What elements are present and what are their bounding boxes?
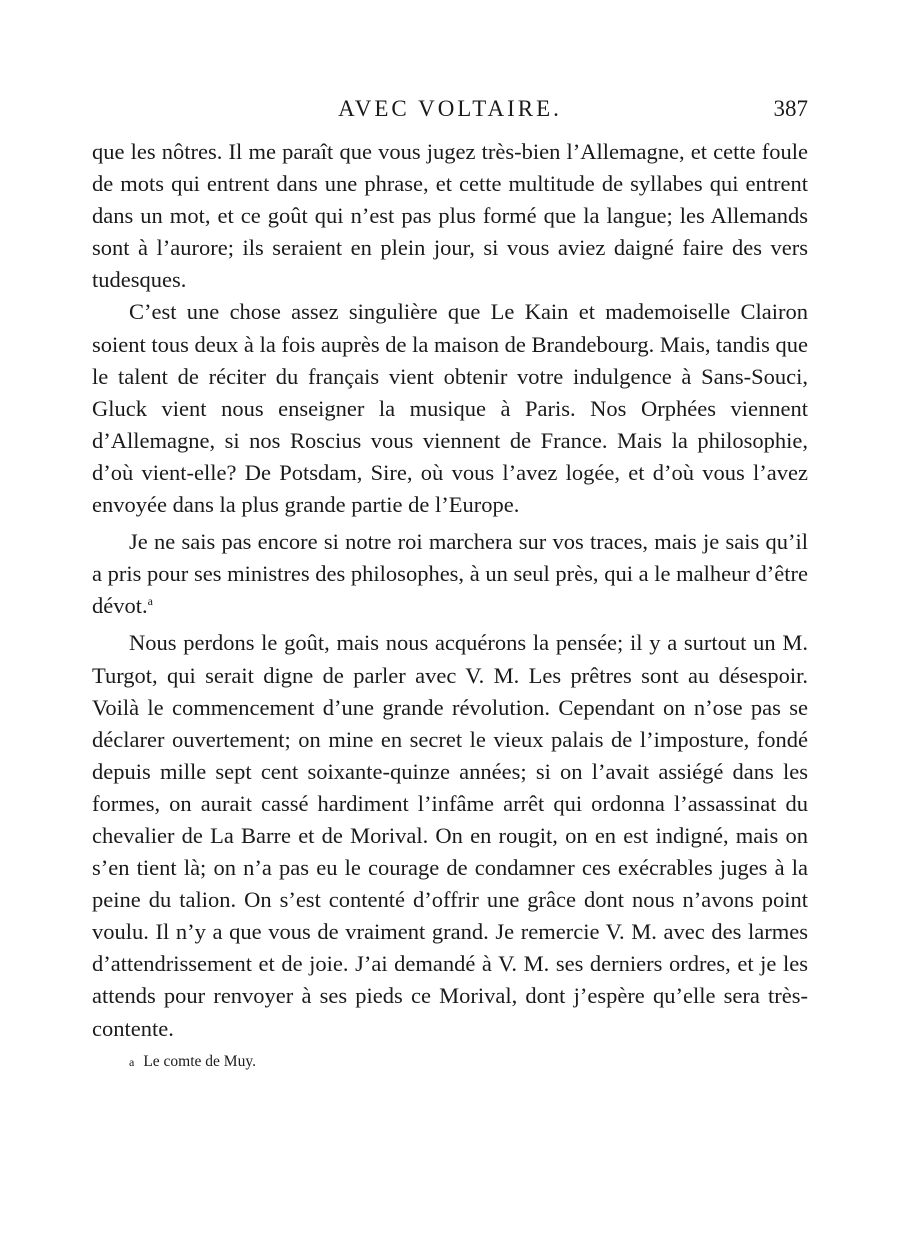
paragraph-continued: que les nôtres. Il me paraît que vous jugez très-bien l’Allemagne, et cette foule de mots qui entrent dans une phrase, et cette multitude de syllabes qui entrent dans un mot, et ce goût qui n’est pas plus formé que la langue; les Allemands sont à l’aurore; ils seraient en plein jour, si vous aviez daigné faire des vers tudesques. [92,139,808,293]
footnote [92,1051,808,1073]
paragraph: Nous perdons le goût, mais nous acquérons la pensée; il y a surtout un M. Turgot, qui serait digne de parler avec V. M. Les prêtres sont au désespoir. Voilà le commencement d’une grande révolution. Cependant on n’ose pas se déclarer ouvertement; on mine en secret le vieux palais de l’imposture, fondé depuis mille sept cent soixante-quinze années; si on l’avait assiégé dans les formes, on aurait cassé hardiment l’infâme arrêt qui ordonna l’assassinat du chevalier de La Barre et de Morival. On en rougit, on en est indigné, mais on s’en tient là; on n’a pas eu le courage de condamner ces exécrables juges à la peine du talion. On s’est contenté d’offrir une grâce dont nous n’avons point voulu. Il n’y a que vous de vraiment grand. Je remercie V. M. avec des larmes d’attendrissement et de joie. J’ai demandé à V. M. ses derniers ordres, et je les attends pour renvoyer à ses pieds ce Morival, dont j’espère qu’elle sera très-contente. [92,630,808,1041]
paragraph [92,526,808,622]
page-number: 387 [773,96,808,121]
book-page [92,92,808,1073]
body-text [92,136,808,1045]
running-head [92,92,808,136]
footnote-marker: a [129,1054,135,1069]
paragraph-text: Je ne sais pas encore si notre roi marchera sur vos traces, mais je sais qu’il a pris pour ses ministres des philosophes, à un seul près, qui a le malheur d’être dévot. [92,529,808,619]
footnote-text: Le comte de Muy. [143,1052,256,1070]
running-title: AVEC VOLTAIRE. [338,96,562,121]
footnote-reference: a [147,594,153,609]
paragraph: C’est une chose assez singulière que Le Kain et mademoiselle Clairon soient tous deux à la fois auprès de la maison de Brandebourg. Mais, tandis que le talent de réciter du français vient obtenir votre indulgence à Sans-Souci, Gluck vient nous enseigner la musique à Paris. Nos Orphées viennent d’Allemagne, si nos Roscius vous viennent de France. Mais la philosophie, d’où vient-elle? De Potsdam, Sire, où vous l’avez logée, et d’où vous l’avez envoyée dans la plus grande partie de l’Europe. [92,299,808,518]
